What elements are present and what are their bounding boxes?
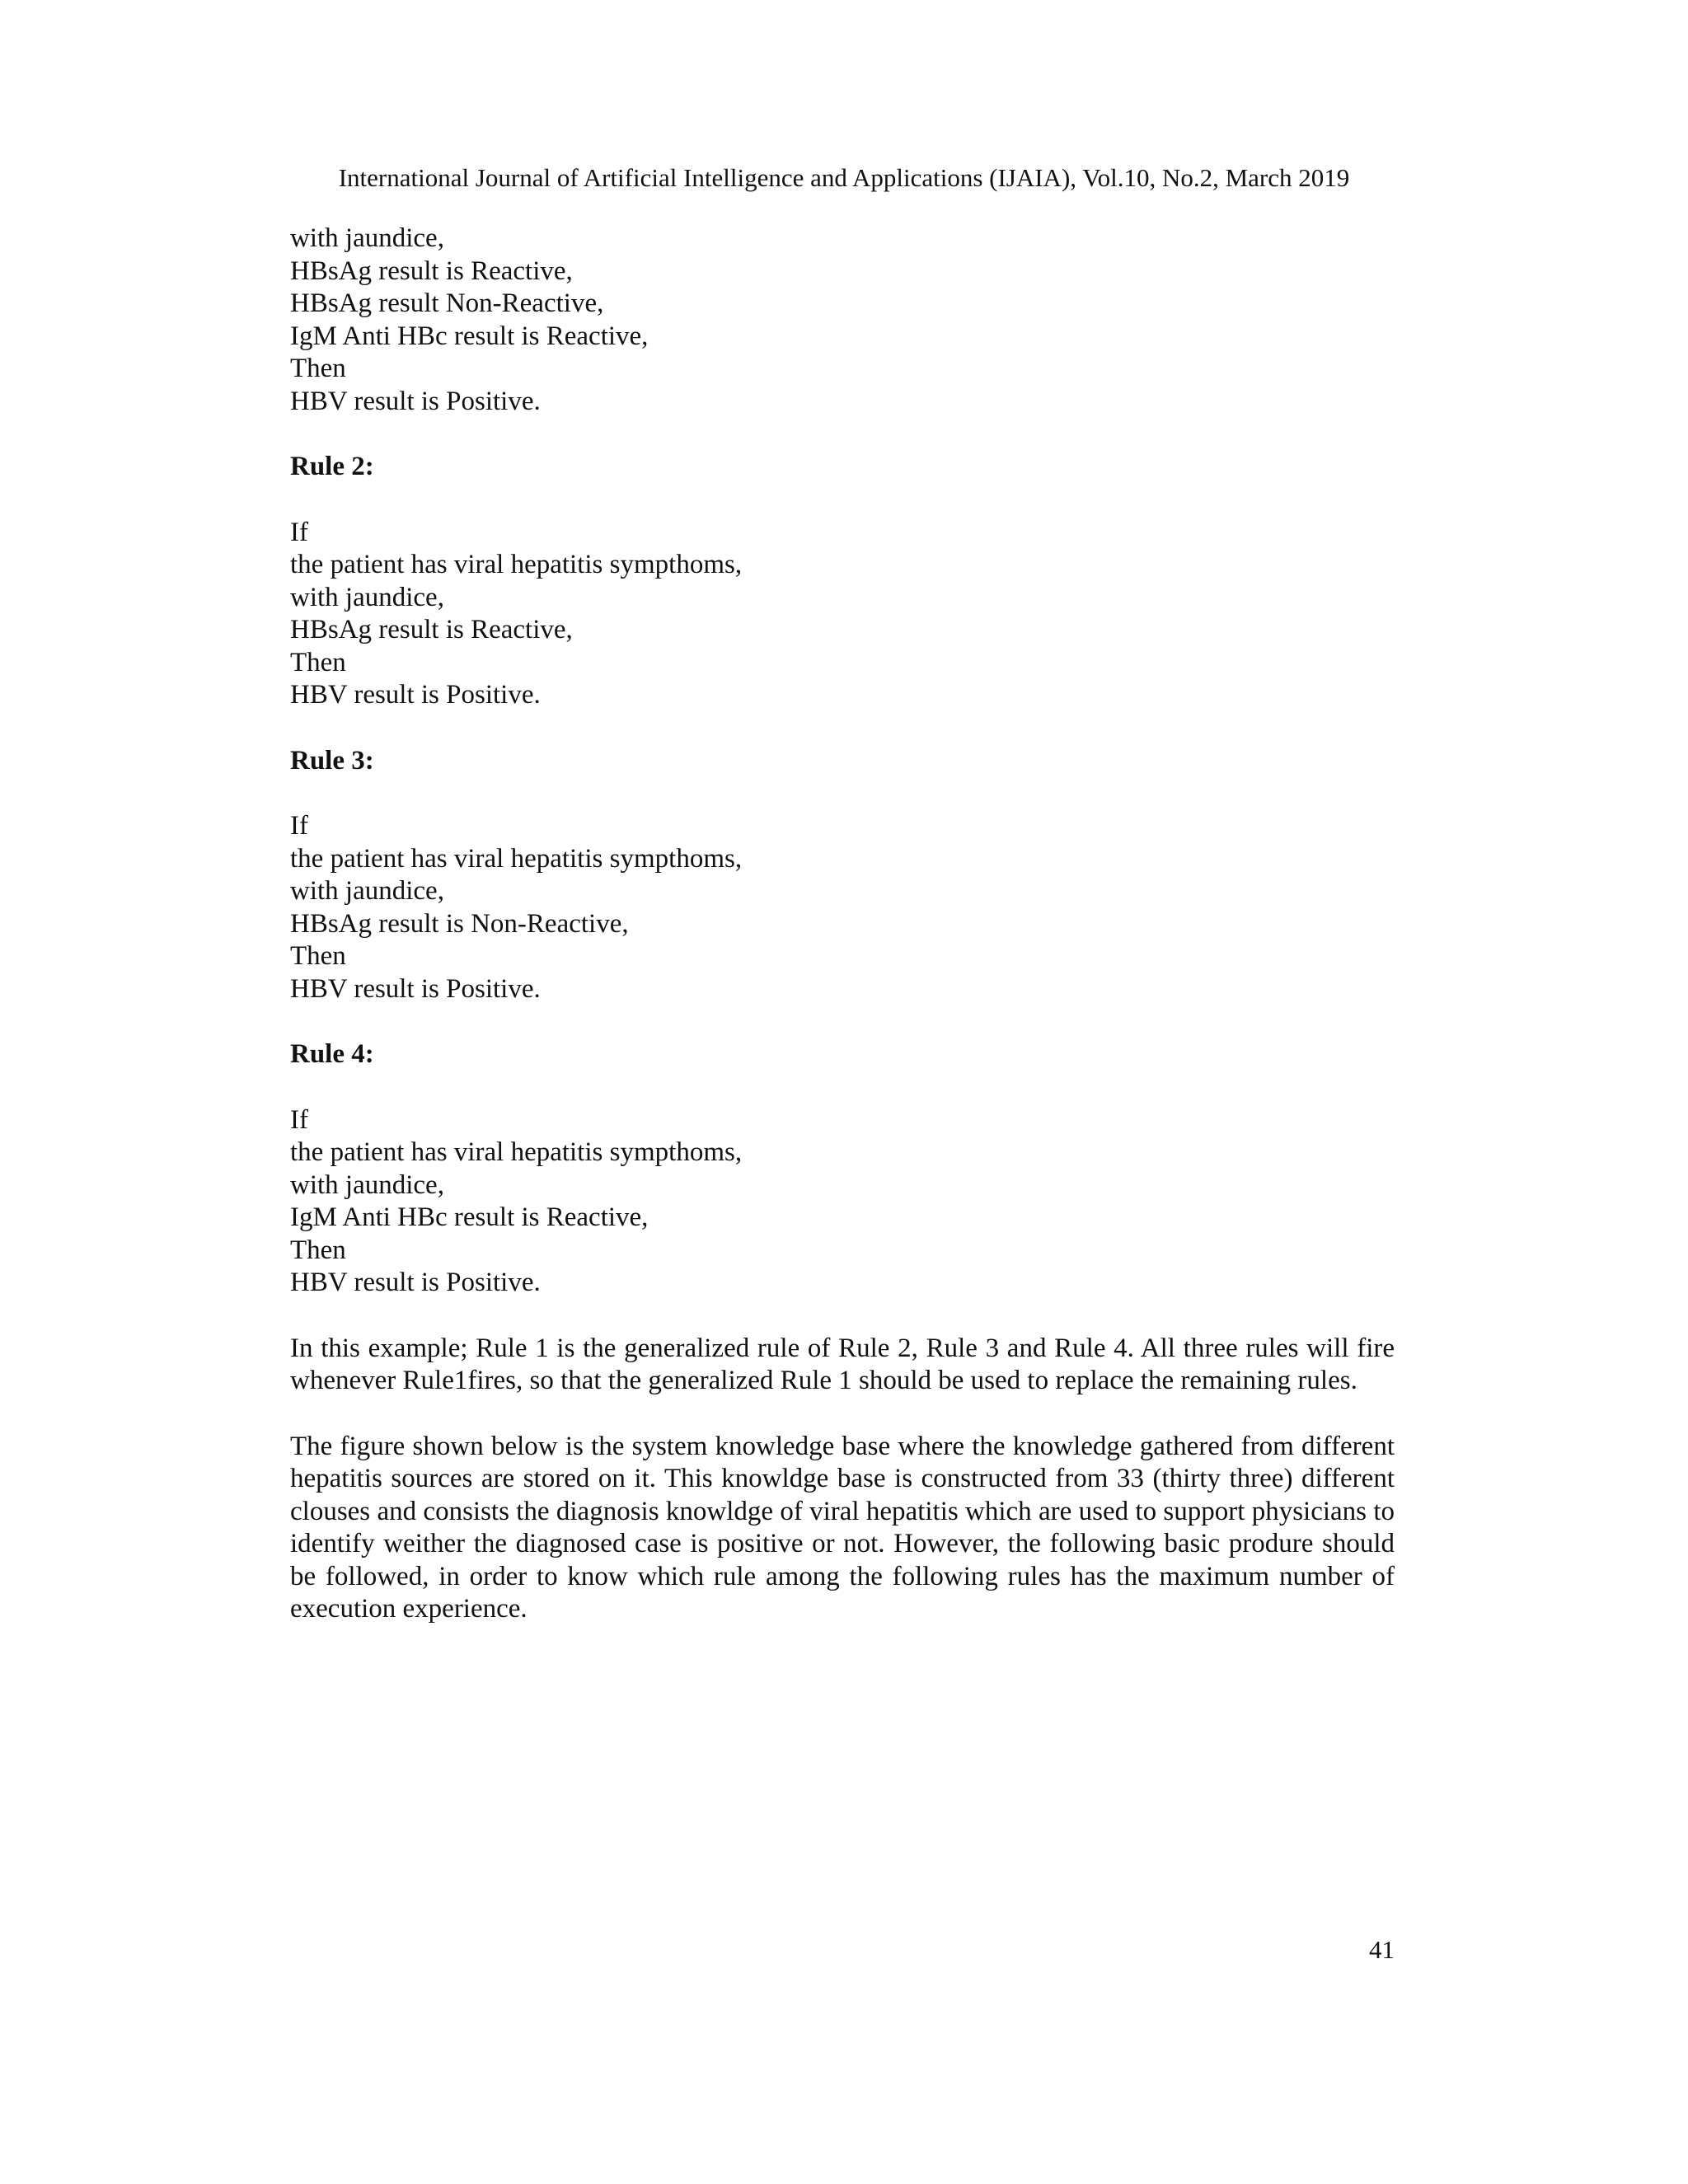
- rule-2-line: the patient has viral hepatitis sympthoms,: [290, 550, 743, 579]
- rule-1-tail: [290, 223, 1395, 418]
- rule-4-line: Then: [290, 1235, 346, 1265]
- rule-2-line: If: [290, 517, 308, 547]
- rule-2-line: with jaundice,: [290, 582, 444, 612]
- rule-3-line: with jaundice,: [290, 876, 444, 906]
- rule-2-title: Rule 2:: [290, 452, 374, 481]
- rule-2-line: HBsAg result is Reactive,: [290, 615, 573, 644]
- rule-1-line: Then: [290, 354, 346, 383]
- rule-2-line: Then: [290, 647, 346, 677]
- rule-1-line: HBsAg result Non-Reactive,: [290, 288, 604, 318]
- rule-4-line: with jaundice,: [290, 1169, 444, 1200]
- rule-3-line: HBsAg result is Non-Reactive,: [290, 908, 629, 939]
- rule-4-title: Rule 4:: [290, 1039, 374, 1069]
- rule-3-line: If: [290, 811, 308, 841]
- rule-4-line: the patient has viral hepatitis sympthoms,: [290, 1137, 743, 1167]
- rule-3-line: the patient has viral hepatitis sympthoms,: [290, 843, 743, 874]
- rule-1-line: with jaundice,: [290, 223, 444, 253]
- rule-3-block: [290, 745, 1395, 1006]
- rule-2-line: HBV result is Positive.: [290, 680, 541, 710]
- rule-3-line: HBV result is Positive.: [290, 973, 541, 1004]
- page-number: 41: [1369, 1935, 1395, 1964]
- rule-1-line: HBsAg result is Reactive,: [290, 255, 573, 286]
- rule-3-line: Then: [290, 941, 346, 971]
- rule-3-title: Rule 3:: [290, 745, 374, 776]
- rule-1-line: IgM Anti HBc result is Reactive,: [290, 321, 649, 351]
- generalization-paragraph: In this example; Rule 1 is the generalized rule of Rule 2, Rule 3 and Rule 4. All three rules will fire whenever Rule1fires, so that the generalized Rule 1 should be used to replace the remaining rules.: [290, 1333, 1395, 1395]
- knowledge-base-paragraph: The figure shown below is the system knowledge base where the knowledge gathered from different hepatitis sources are stored on it. This knowldge base is constructed from 33 (thirty three) different clouses and consists the diagnosis knowldge of viral hepatitis which are used to support physicians to identify weither the diagnosed case is positive or not. However, the following basic produre should be followed, in order to know which rule among the following rules has the maximum number of execution experience.: [290, 1431, 1395, 1624]
- rule-4-line: HBV result is Positive.: [290, 1268, 541, 1297]
- rule-4-line: IgM Anti HBc result is Reactive,: [290, 1202, 649, 1232]
- page-body: [290, 223, 1395, 1653]
- rule-4-line: If: [290, 1104, 308, 1135]
- rule-1-line: HBV result is Positive.: [290, 386, 541, 416]
- rule-4-block: [290, 1038, 1395, 1300]
- rule-2-block: [290, 451, 1395, 712]
- journal-header: International Journal of Artificial Intelligence and Applications (IJAIA), Vol.10, No.2, March 2019: [338, 163, 1350, 192]
